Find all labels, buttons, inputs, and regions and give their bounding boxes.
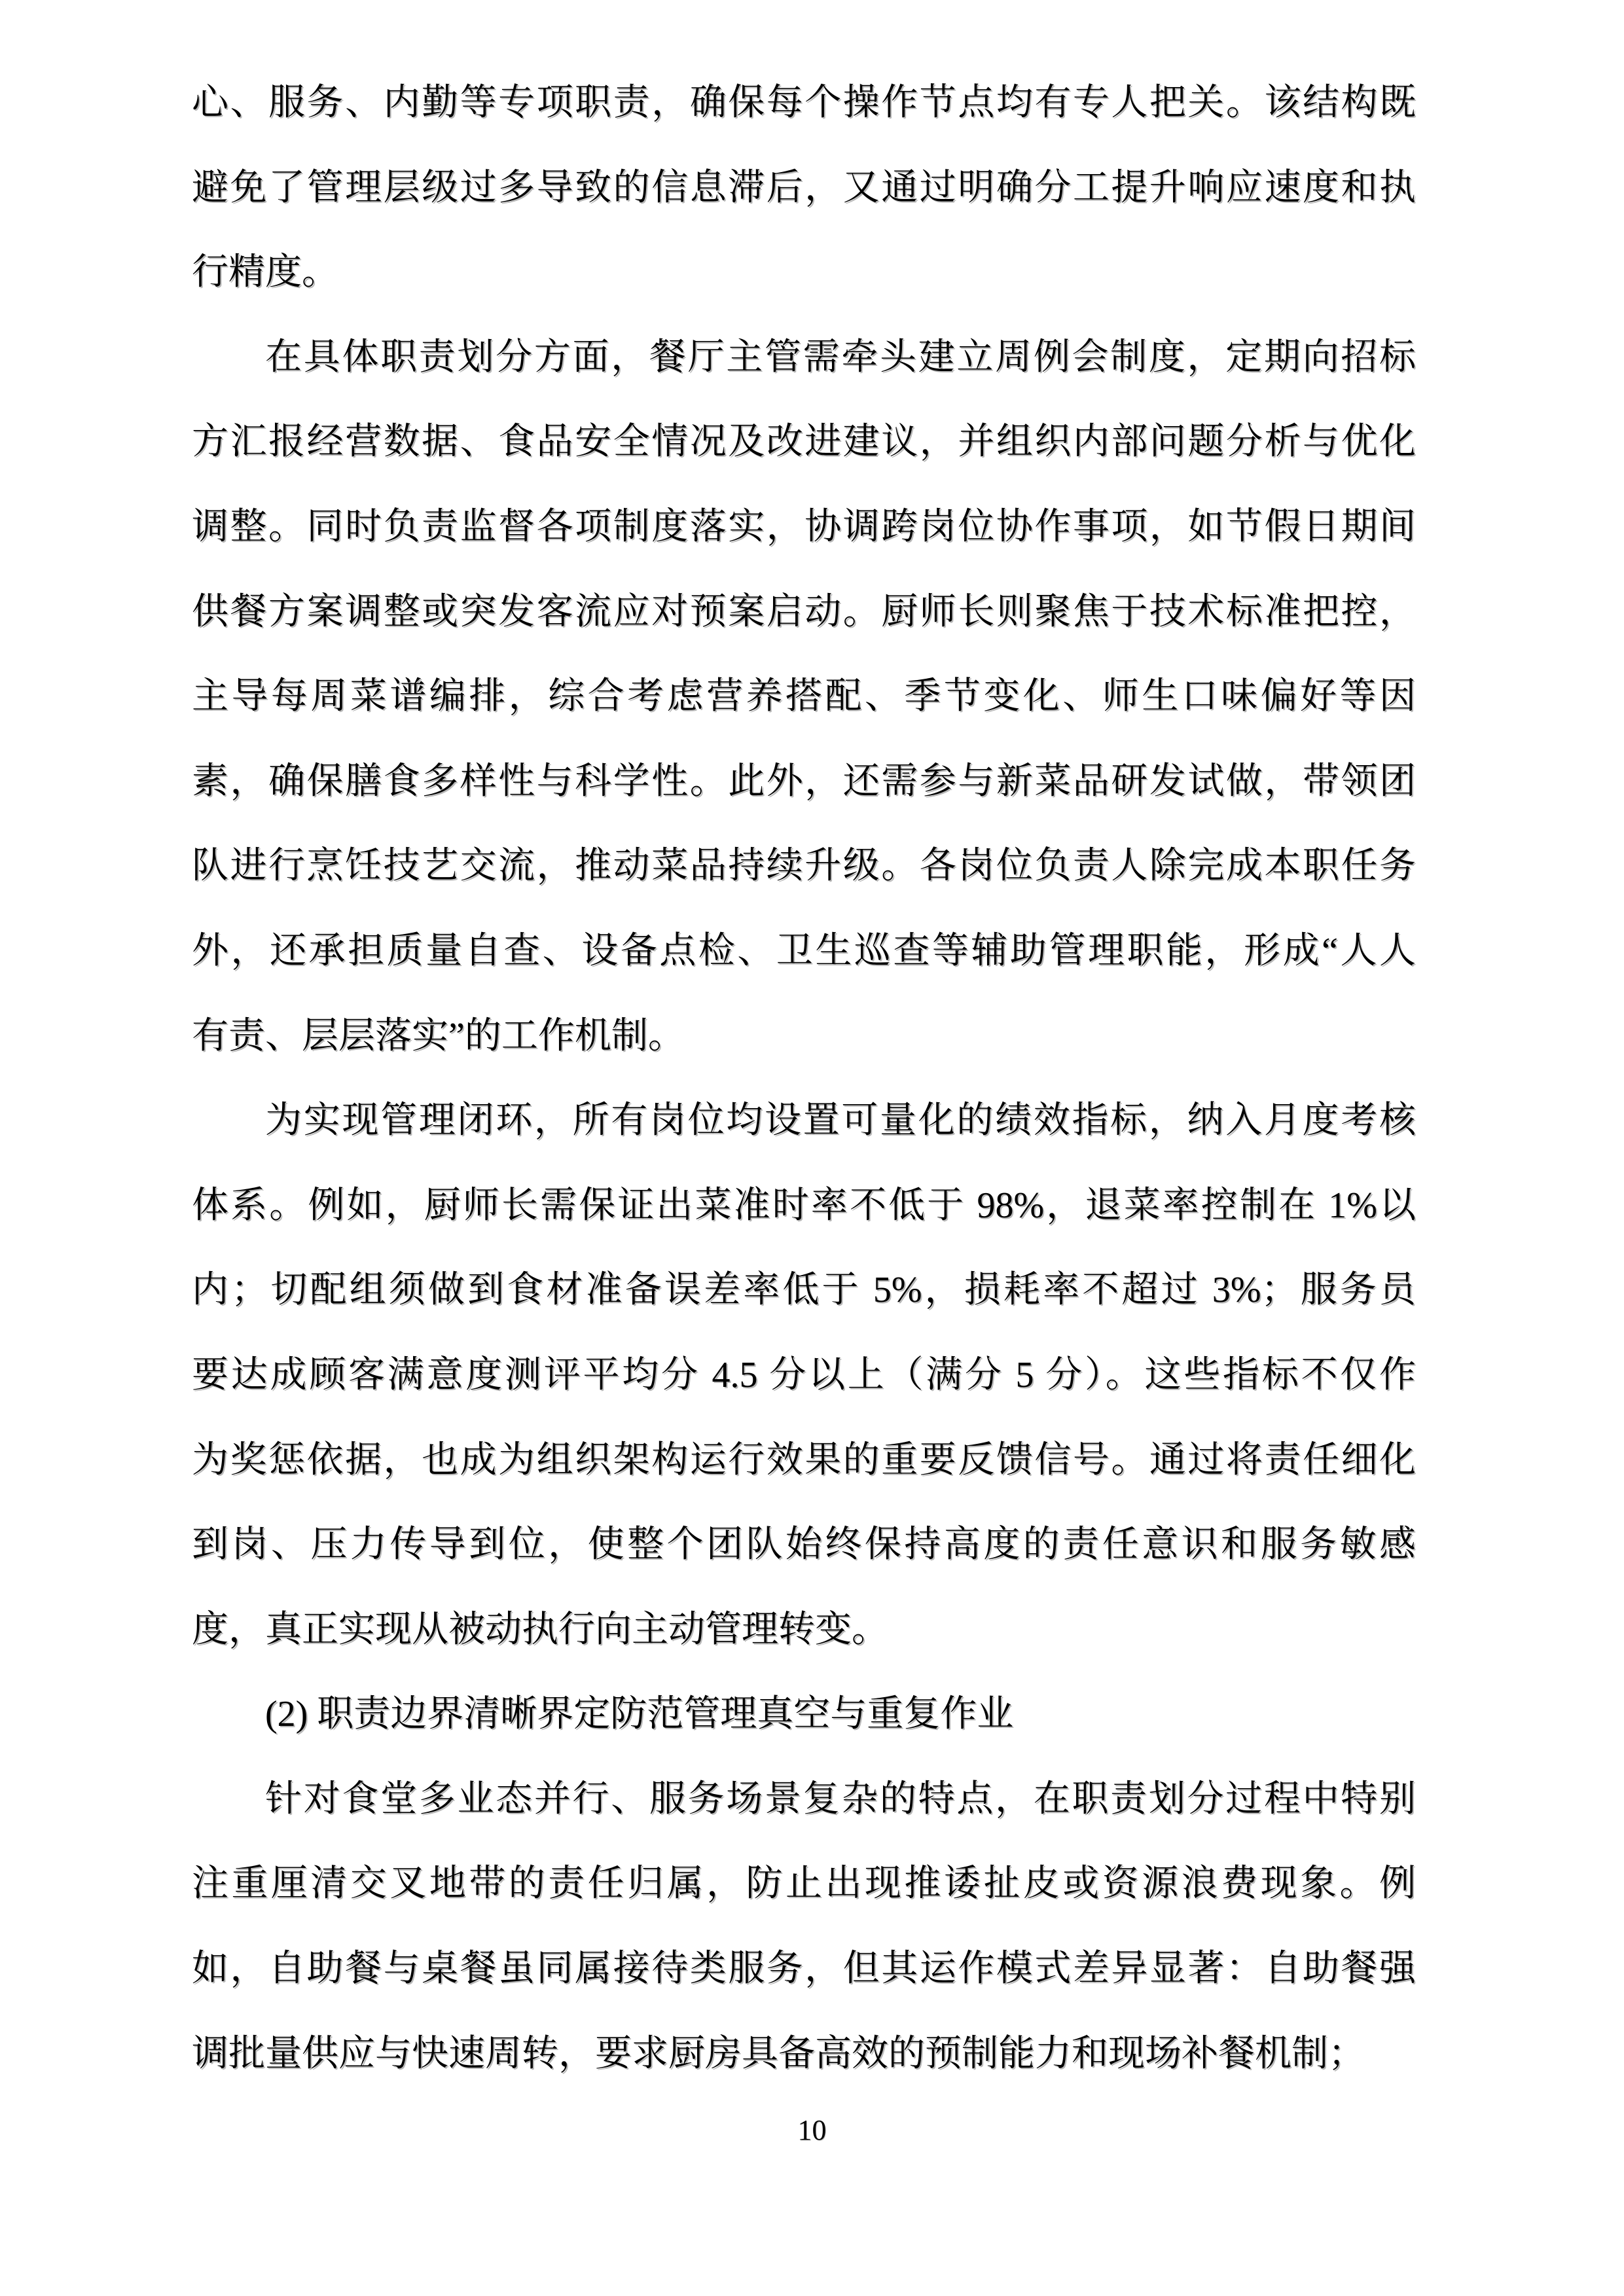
text-line: 针对食堂多业态并行、服务场景复杂的特点，在职责划分过程中特别 [265, 1778, 1416, 1820]
text-line: 为实现管理闭环，所有岗位均设置可量化的绩效指标，纳入月度考核 [265, 1100, 1416, 1141]
text-line: 有责、层层落实”的工作机制。 [192, 1015, 685, 1056]
text-line: 外，还承担质量自查、设备点检、卫生巡查等辅助管理职能，形成“人人 [192, 930, 1416, 971]
text-line: 度，真正实现从被动执行向主动管理转变。 [192, 1609, 888, 1650]
text-line: 如，自助餐与桌餐虽同属接待类服务，但其运作模式差异显著：自助餐强 [192, 1948, 1416, 1990]
text-line: 素，确保膳食多样性与科学性。此外，还需参与新菜品研发试做，带领团 [192, 761, 1416, 802]
body-text [192, 61, 1416, 2096]
text-line: 内；切配组须做到食材准备误差率低于 5%，损耗率不超过 3%；服务员 [192, 1270, 1416, 1311]
text-line: 注重厘清交叉地带的责任归属，防止出现推诿扯皮或资源浪费现象。例 [192, 1863, 1416, 1905]
text-line: 到岗、压力传导到位，使整个团队始终保持高度的责任意识和服务敏感 [192, 1524, 1416, 1566]
text-line: 体系。例如，厨师长需保证出菜准时率不低于 98%，退菜率控制在 1%以 [192, 1185, 1416, 1226]
text-line: 行精度。 [192, 252, 338, 293]
text-line: (2) 职责边界清晰界定防范管理真空与重复作业 [265, 1694, 1014, 1735]
text-line: 心、服务、内勤等专项职责，确保每个操作节点均有专人把关。该结构既 [192, 82, 1416, 123]
text-line: 队进行烹饪技艺交流，推动菜品持续升级。各岗位负责人除完成本职任务 [192, 846, 1416, 887]
page-number: 10 [797, 2114, 827, 2146]
text-line: 在具体职责划分方面，餐厅主管需牵头建立周例会制度，定期向招标 [265, 336, 1416, 378]
text-line: 调批量供应与快速周转，要求厨房具备高效的预制能力和现场补餐机制； [192, 2033, 1365, 2074]
text-line: 避免了管理层级过多导致的信息滞后，又通过明确分工提升响应速度和执 [192, 167, 1416, 208]
text-line: 调整。同时负责监督各项制度落实，协调跨岗位协作事项，如节假日期间 [192, 506, 1416, 547]
text-line: 要达成顾客满意度测评平均分 4.5 分以上（满分 5 分）。这些指标不仅作 [192, 1354, 1416, 1395]
text-line: 为奖惩依据，也成为组织架构运行效果的重要反馈信号。通过将责任细化 [192, 1439, 1416, 1480]
text-line: 方汇报经营数据、食品安全情况及改进建议，并组织内部问题分析与优化 [192, 422, 1416, 463]
text-line: 主导每周菜谱编排，综合考虑营养搭配、季节变化、师生口味偏好等因 [192, 676, 1416, 717]
text-line: 供餐方案调整或突发客流应对预案启动。厨师长则聚焦于技术标准把控， [192, 591, 1416, 632]
